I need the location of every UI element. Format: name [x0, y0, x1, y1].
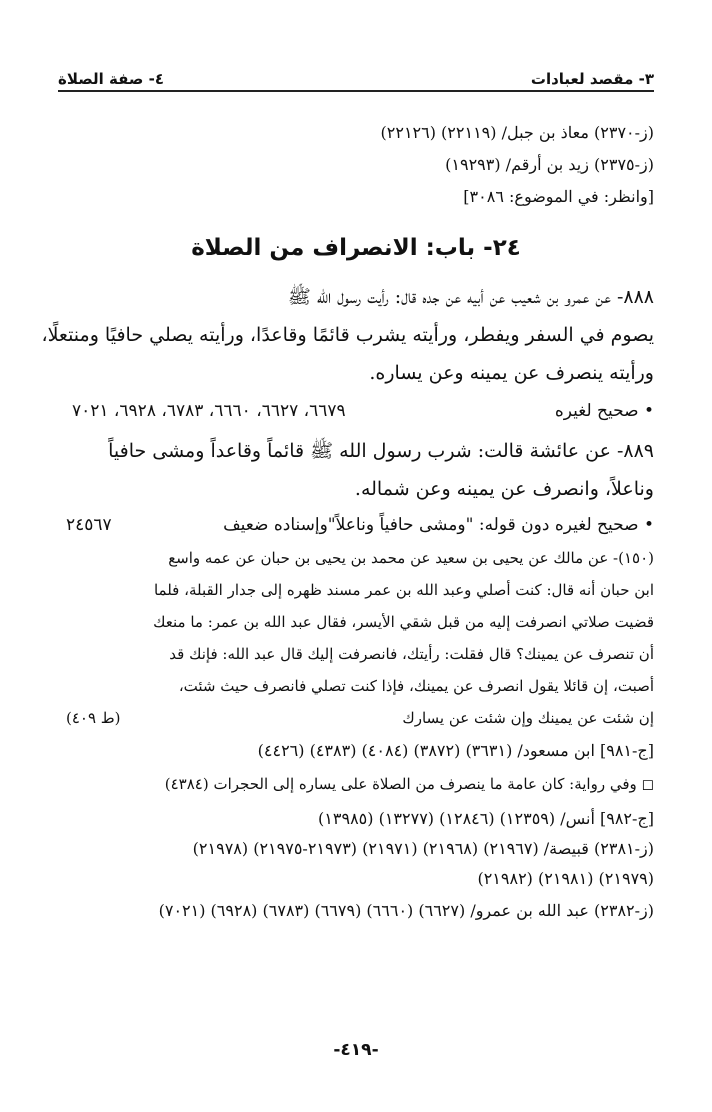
hadith-888-line: يصوم في السفر ويفطر، ورأيته يشرب قائمًا وقاعدًا، ورأيته يصلي حافيًا ومنتعلًا، — [41, 324, 654, 346]
reference-line: (ز-٢٣٧٠) معاذ بن جبل/ (٢٢١١٩) (٢٢١٢٦) — [380, 123, 654, 142]
grading-label: • صحيح لغيره دون قوله: "ومشى حافياً وناعلاً"وإسناده ضعيف — [223, 515, 654, 535]
grading-number: ٢٤٥٦٧ — [66, 515, 112, 535]
riwaya-line: ◻ وفي رواية: كان عامة ما ينصرف من الصلاة على يساره إلى الحجرات (٤٣٨٤) — [164, 775, 654, 793]
grading-889 — [66, 512, 654, 538]
muwatta-text: إن شئت عن يمينك وإن شئت عن يسارك — [402, 709, 654, 727]
header-right-chapter-title: ٣- مقصد لعبادات — [530, 70, 654, 88]
grading-label: • صحيح لغيره — [554, 401, 654, 421]
page-number: -٤١٩- — [333, 1040, 379, 1060]
hadith-889-line: ٨٨٩- عن عائشة قالت: شرب رسول الله ﷺ قائماً وقاعداً ومشى حافياً — [108, 440, 654, 462]
grading-888 — [72, 398, 654, 424]
reference-line: (ز-٢٣٨١) قبيصة/ (٢١٩٦٧) (٢١٩٦٨) (٢١٩٧١) (٢١٩٧٣-٢١٩٧٥) (٢١٩٧٨) — [192, 839, 654, 858]
muwatta-150-last-line — [66, 706, 654, 730]
running-header — [58, 58, 654, 92]
hadith-888-line: ورأيته ينصرف عن يمينه وعن يساره. — [369, 362, 654, 384]
chapter-heading: ٢٤- باب: الانصراف من الصلاة — [191, 235, 521, 261]
reference-line: (٢١٩٧٩) (٢١٩٨١) (٢١٩٨٢) — [477, 869, 654, 888]
reference-line: [وانظر: في الموضوع: ٣٠٨٦] — [463, 187, 654, 206]
header-left-section-title: ٤- صفة الصلاة — [58, 70, 165, 88]
reference-line: [ج-٩٨٢] أنس/ (١٢٣٥٩) (١٢٨٤٦) (١٣٢٧٧) (١٣٩٨٥) — [318, 809, 654, 828]
muwatta-150-line: أصبت، إن قائلا يقول انصرف عن يمينك، فإذا كنت تصلي فانصرف حيث شئت، — [178, 677, 654, 695]
reference-line: (ز-٢٣٨٢) عبد الله بن عمرو/ (٦٦٢٧) (٦٦٦٠) (٦٦٧٩) (٦٧٨٣) (٦٩٢٨) (٧٠٢١) — [158, 901, 654, 920]
reference-line: [ج-٩٨١] ابن مسعود/ (٣٦٣١) (٣٨٧٢) (٤٠٨٤) (٤٣٨٣) (٤٤٢٦) — [257, 741, 654, 760]
muwatta-150-line: (١٥٠)- عن مالك عن يحيى بن سعيد عن محمد بن يحيى بن حبان عن عمه واسع — [168, 549, 654, 567]
muwatta-150-line: ابن حبان أنه قال: كنت أصلي وعبد الله بن عمر مسند ظهره إلى جدار القبلة، فلما — [153, 581, 654, 599]
muwatta-ref: (ط ٤٠٩) — [66, 709, 121, 727]
muwatta-150-line: أن تنصرف عن يمينك؟ قال فقلت: رأيتك، فانصرفت إليك قال عبد الله: فإنك قد — [169, 645, 654, 663]
hadith-888-line: ٨٨٨- عن عمرو بن شعيب عن أبيه عن جده قال: رأيت رسول الله ﷺ — [287, 286, 654, 308]
reference-line: (ز-٢٣٧٥) زيد بن أرقم/ (١٩٢٩٣) — [445, 155, 654, 174]
hadith-889-line: وناعلاً، وانصرف عن يمينه وعن شماله. — [354, 478, 654, 500]
grading-numbers: ٦٦٧٩، ٦٦٢٧، ٦٦٦٠، ٦٧٨٣، ٦٩٢٨، ٧٠٢١ — [72, 401, 346, 421]
muwatta-150-line: قضيت صلاتي انصرفت إليه من قبل شقي الأيسر، فقال عبد الله بن عمر: ما منعك — [153, 613, 654, 631]
